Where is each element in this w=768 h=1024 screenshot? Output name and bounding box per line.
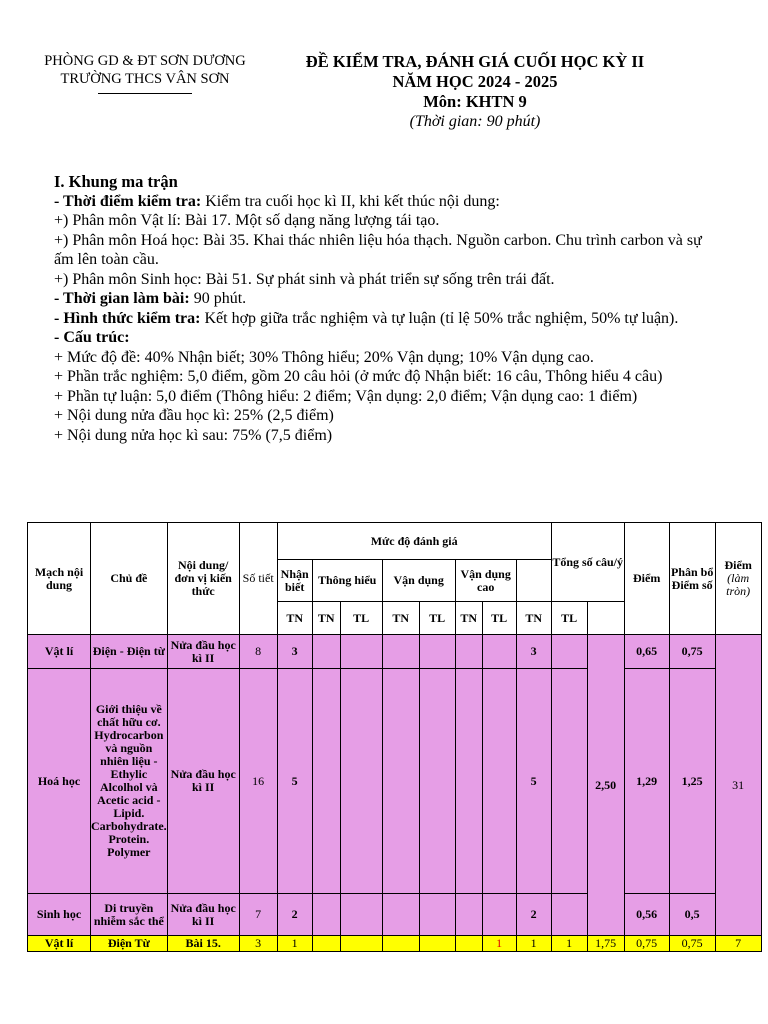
sub-tl: TL <box>340 602 382 635</box>
structure-heading: - Cấu trúc: <box>54 329 130 346</box>
cell-chude: Điện - Điện từ <box>91 635 168 669</box>
cell-mach: Vật lí <box>28 635 91 669</box>
subject-line: Môn: KHTN 9 <box>423 92 527 111</box>
cell-noidung: Nửa đầu học kì II <box>167 669 239 894</box>
cell-noidung: Bài 15. <box>167 936 239 952</box>
cell-noidung: Nửa đầu học kì II <box>167 635 239 669</box>
cell-nb-tn: 2 <box>277 894 312 936</box>
section-heading: I. Khung ma trận <box>54 172 178 191</box>
exam-title: ĐỀ KIỂM TRA, ĐÁNH GIÁ CUỐI HỌC KỲ II <box>305 52 645 71</box>
duration-note: (Thời gian: 90 phút) <box>409 113 541 130</box>
essay-part-line: + Phần tự luận: 5,0 điểm (Thông hiểu: 2 điểm; Vận dụng: 2,0 điểm; Vận dụng cao: 1 điểm) <box>54 387 638 405</box>
exam-description <box>54 172 714 445</box>
header-vdc: Vận dụng cao <box>455 560 516 602</box>
cell-nb-tn: 5 <box>277 669 312 894</box>
cell-merged-extra: 31 <box>715 635 761 936</box>
header-mucdo: Mức độ đánh giá <box>277 523 551 560</box>
header-diem: Điểm <box>624 523 669 635</box>
cell-sotiet: 7 <box>239 894 277 936</box>
sub-tl: TL <box>482 602 516 635</box>
physics-scope: +) Phân môn Vật lí: Bài 17. Một số dạng năng lượng tái tạo. <box>54 212 440 229</box>
cell-sotiet: 8 <box>239 635 277 669</box>
cell-mach: Vật lí <box>28 936 91 952</box>
biology-scope: +) Phân môn Sinh học: Bài 51. Sự phát sinh và phát triển sự sống trên trái đất. <box>54 270 555 288</box>
header-mach: Mạch nội dung <box>28 523 91 635</box>
cell-tong-tn: 5 <box>516 669 551 894</box>
cell-phanbo: 0,56 <box>624 894 669 936</box>
second-half-line: + Nội dung nửa học kì sau: 75% (7,5 điểm) <box>54 426 333 444</box>
cell-sotiet: 16 <box>239 669 277 894</box>
cell-phanbo: 1,29 <box>624 669 669 894</box>
cell-diem: 0,5 <box>669 894 715 936</box>
header-nhanbiet: Nhận biết <box>277 560 312 602</box>
cell-vdc-tl: 1 <box>482 936 516 952</box>
header-noidung: Nội dung/ đơn vị kiến thức <box>167 523 239 635</box>
sub-tl: TL <box>419 602 455 635</box>
cell-mach: Sinh học <box>28 894 91 936</box>
header-vandung: Vận dụng <box>382 560 455 602</box>
header-diem-lamtron: Điểm (làm tròn) <box>715 523 761 635</box>
cell-tong-tn: 3 <box>516 635 551 669</box>
header-blank <box>761 523 762 635</box>
sub-tn: TN <box>312 602 340 635</box>
format-line: - Hình thức kiểm tra: Kết hợp giữa trắc nghiệm và tự luận (tỉ lệ 50% trắc nghiệm, 50% tự luận). <box>54 309 679 327</box>
header-thonghieu: Thông hiểu <box>312 560 382 602</box>
table-row <box>28 936 762 952</box>
school-header <box>30 52 260 94</box>
cell-chude: Điện Từ <box>91 936 168 952</box>
cell-diem: 0,75 <box>669 635 715 669</box>
department-name: PHÒNG GD & ĐT SƠN DƯƠNG <box>44 53 246 69</box>
table-row <box>28 635 762 669</box>
sub-tn: TN <box>516 602 551 635</box>
mcq-part-line: + Phần trắc nghiệm: 5,0 điểm, gồm 20 câu hỏi (ở mức độ Nhận biết: 16 câu, Thông hiểu 4 câu) <box>54 368 663 385</box>
first-half-line: + Nội dung nửa đầu học kì: 25% (2,5 điểm) <box>54 407 334 424</box>
cell-tong-tl: 1 <box>551 936 587 952</box>
cell-phanbo: 0,65 <box>624 635 669 669</box>
header-tongso: Tổng số câu/ý <box>551 523 624 602</box>
exam-title-block <box>270 52 680 132</box>
timing-line: - Thời điểm kiểm tra: Kiểm tra cuối học kì II, khi kết thúc nội dung: <box>54 192 500 210</box>
cell-sotiet: 3 <box>239 936 277 952</box>
cell-phanbo: 0,75 <box>624 936 669 952</box>
cell-nb-tn: 3 <box>277 635 312 669</box>
header-chude: Chủ đề <box>91 523 168 635</box>
sub-tl: TL <box>551 602 587 635</box>
cell-merged-diem: 2,50 <box>587 635 624 936</box>
cell-tong-tn: 2 <box>516 894 551 936</box>
school-year: NĂM HỌC 2024 - 2025 <box>392 72 558 91</box>
cell-chude: Di truyền nhiễm sắc thể <box>91 894 168 936</box>
cell-mach: Hoá học <box>28 669 91 894</box>
sub-tn: TN <box>455 602 482 635</box>
header-sotiet: Số tiết <box>239 523 277 635</box>
cell-chude: Giới thiệu về chất hữu cơ. Hydrocarbon và nguồn nhiên liệu - Ethylic Alcolhol và Acetic acid - Lipid. Carbohydrate. Protein. Polymer <box>91 669 168 894</box>
chemistry-scope: +) Phân môn Hoá học: Bài 35. Khai thác nhiên liệu hóa thạch. Nguồn carbon. Chu trình carbon và sự ấm lên toàn cầu. <box>54 231 702 268</box>
sub-tn: TN <box>382 602 419 635</box>
school-name: TRƯỜNG THCS VÂN SƠN <box>60 71 230 87</box>
cell-nb-tn: 1 <box>277 936 312 952</box>
cell-noidung: Nửa đầu học kì II <box>167 894 239 936</box>
duration-line: - Thời gian làm bài: 90 phút. <box>54 290 247 307</box>
cell-extra: 7 <box>715 936 761 952</box>
header-underline <box>98 93 192 94</box>
cell-tong-tn: 1 <box>516 936 551 952</box>
cell-diem: 1,75 <box>587 936 624 952</box>
assessment-matrix-table <box>27 522 762 952</box>
level-ratio-line: + Mức độ đề: 40% Nhận biết; 30% Thông hiểu; 20% Vận dụng; 10% Vận dụng cao. <box>54 348 594 366</box>
sub-tn: TN <box>277 602 312 635</box>
header-phanbo: Phân bổ Điểm số <box>669 523 715 635</box>
cell-diem: 1,25 <box>669 669 715 894</box>
cell-diemlt: 0,75 <box>669 936 715 952</box>
table-row <box>28 894 762 936</box>
table-row <box>28 669 762 894</box>
